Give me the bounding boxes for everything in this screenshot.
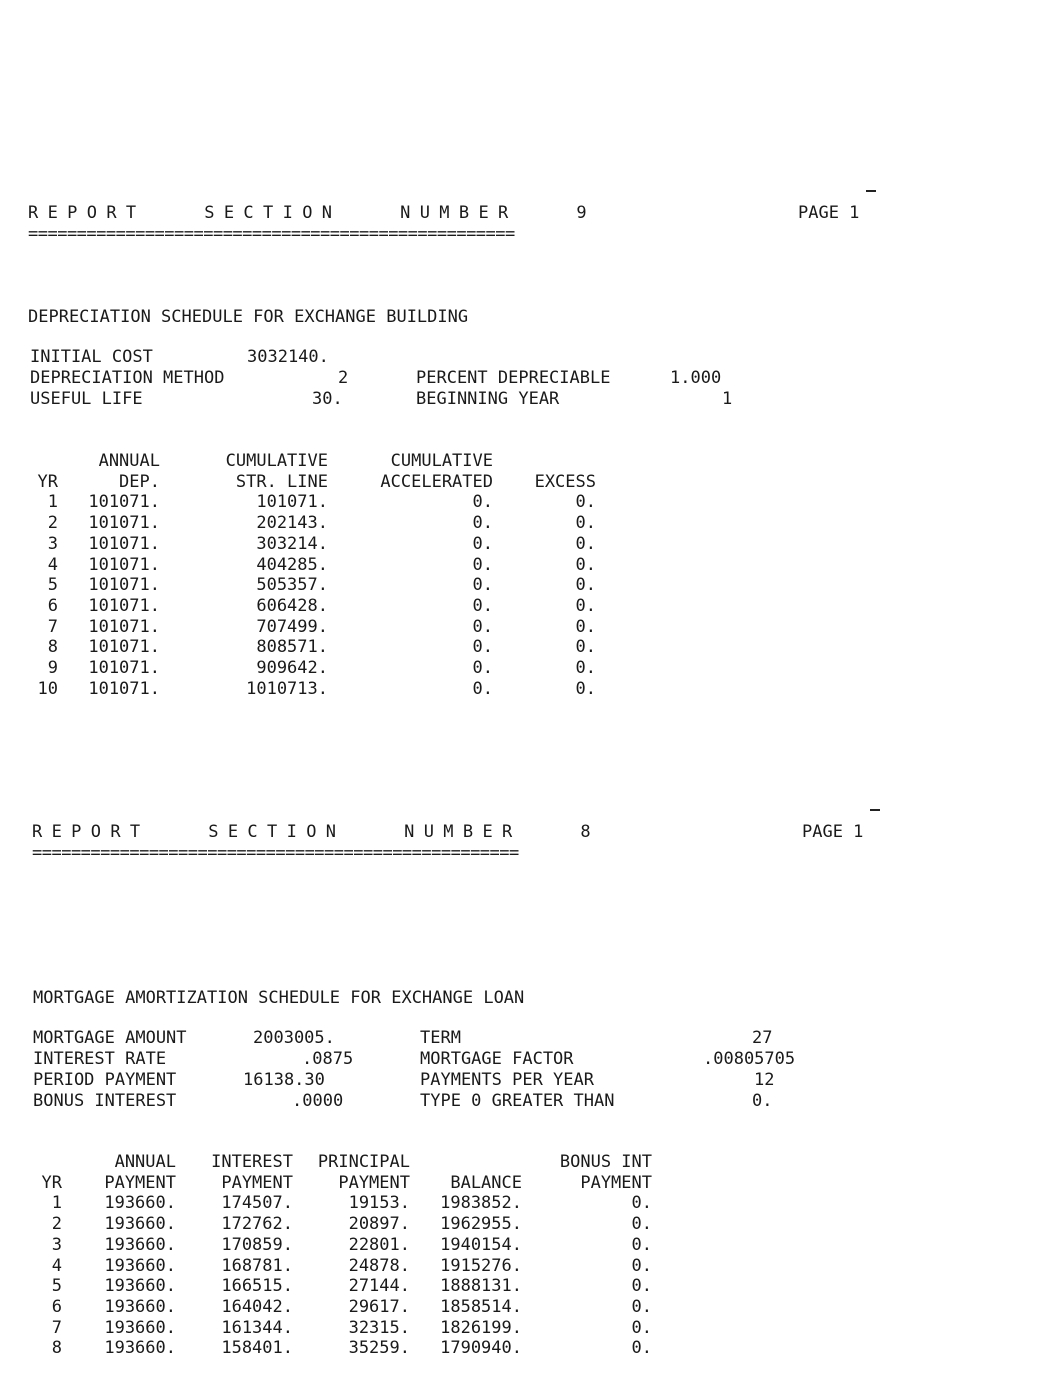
table-cell: 4 — [51, 1255, 62, 1276]
table-cell: 909642. — [256, 658, 328, 678]
section9-header-rule: ================================================== — [28, 224, 515, 244]
table-cell: 0. — [472, 637, 493, 658]
table-cell: 193660. — [104, 1214, 176, 1235]
table-cell: 0. — [631, 1276, 652, 1297]
beginning-year-label: BEGINNING YEAR — [416, 389, 560, 409]
table-cell: 0. — [575, 575, 596, 596]
depreciation-method-value: 2 — [338, 368, 349, 388]
table-cell: 193660. — [104, 1255, 176, 1276]
table-cell: 8 — [47, 637, 58, 658]
table-cell: 1010713. — [246, 678, 328, 699]
useful-life-value: 30. — [312, 389, 343, 409]
table-cell: 0. — [631, 1214, 652, 1235]
table-cell: 0. — [472, 678, 493, 699]
useful-life-label: USEFUL LIFE — [30, 389, 143, 409]
table-cell: 101071. — [88, 616, 160, 637]
table-cell: 170859. — [221, 1234, 293, 1255]
column-header: PAYMENT — [580, 1172, 652, 1193]
column-header-top: CUMULATIVE — [390, 451, 493, 471]
table-cell: 172762. — [221, 1214, 293, 1235]
table-cell: 101071. — [88, 595, 160, 616]
term-value: 27 — [752, 1028, 773, 1048]
column-header: PAYMENT — [338, 1172, 410, 1193]
payments-per-year-label: PAYMENTS PER YEAR — [420, 1070, 594, 1090]
table-cell: 193660. — [104, 1234, 176, 1255]
table-cell: 101071. — [88, 492, 160, 513]
table-cell: 19153. — [348, 1193, 410, 1214]
table-cell: 0. — [472, 595, 493, 616]
table-cell: 2 — [47, 513, 58, 534]
table-cell: 0. — [472, 575, 493, 596]
mortgage-amount-value: 2003005. — [253, 1028, 335, 1048]
section8-header-title: REPORT SECTION NUMBER 8 — [32, 822, 600, 842]
column-header: STR. LINE — [235, 471, 328, 492]
depreciation-method-label: DEPRECIATION METHOD — [30, 368, 225, 388]
table-cell: 174507. — [221, 1193, 293, 1214]
period-payment-value: 16138.30 — [243, 1070, 325, 1090]
term-label: TERM — [420, 1028, 461, 1048]
table-cell: 24878. — [348, 1255, 410, 1276]
period-payment-label: PERIOD PAYMENT — [33, 1070, 177, 1090]
column-header: ACCELERATED — [380, 471, 493, 492]
table-cell: 6 — [47, 595, 58, 616]
table-cell: 1888131. — [440, 1276, 522, 1297]
table-cell: 32315. — [348, 1317, 410, 1338]
table-cell: 0. — [472, 513, 493, 534]
column-header: DEP. — [119, 471, 160, 492]
table-cell: 1940154. — [440, 1234, 522, 1255]
type-greater-than-value: 0. — [752, 1091, 773, 1111]
table-cell: 0. — [575, 513, 596, 534]
table-cell: 101071. — [88, 554, 160, 575]
table-cell: 101071. — [88, 533, 160, 554]
table-cell: 0. — [575, 595, 596, 616]
column-header-top: CUMULATIVE — [225, 451, 328, 471]
table-cell: 166515. — [221, 1276, 293, 1297]
depreciation-schedule-title: DEPRECIATION SCHEDULE FOR EXCHANGE BUILDING — [28, 307, 469, 327]
table-cell: 1 — [47, 492, 58, 513]
table-cell: 0. — [472, 492, 493, 513]
table-cell: 158401. — [221, 1338, 293, 1359]
stray-mark — [870, 809, 880, 811]
column-header: YR — [41, 1172, 62, 1193]
table-cell: 0. — [631, 1317, 652, 1338]
table-cell: 101071. — [88, 637, 160, 658]
section8-page-number: PAGE 1 — [802, 822, 864, 842]
table-cell: 202143. — [256, 513, 328, 534]
table-cell: 101071. — [256, 492, 328, 513]
table-cell: 5 — [47, 575, 58, 596]
table-cell: 101071. — [88, 658, 160, 678]
table-cell: 6 — [51, 1296, 62, 1317]
column-header: EXCESS — [534, 471, 596, 492]
bonus-interest-label: BONUS INTEREST — [33, 1091, 177, 1111]
table-cell: 0. — [472, 554, 493, 575]
table-cell: 29617. — [348, 1296, 410, 1317]
table-cell: 808571. — [256, 637, 328, 658]
table-cell: 1915276. — [440, 1255, 522, 1276]
table-cell: 193660. — [104, 1317, 176, 1338]
mortgage-factor-value: .00805705 — [703, 1049, 796, 1069]
table-cell: 0. — [575, 492, 596, 513]
column-header: PAYMENT — [104, 1172, 176, 1193]
type-greater-than-label: TYPE 0 GREATER THAN — [420, 1091, 615, 1111]
interest-rate-value: .0875 — [302, 1049, 354, 1069]
column-header: PAYMENT — [221, 1172, 293, 1193]
table-cell: 4 — [47, 554, 58, 575]
table-cell: 164042. — [221, 1296, 293, 1317]
table-cell: 707499. — [256, 616, 328, 637]
table-cell: 0. — [472, 533, 493, 554]
table-cell: 0. — [472, 616, 493, 637]
table-cell: 3 — [47, 533, 58, 554]
column-header-top: ANNUAL — [98, 451, 160, 471]
column-header-top: PRINCIPAL — [317, 1152, 410, 1172]
initial-cost-value: 3032140. — [247, 347, 329, 367]
table-cell: 27144. — [348, 1276, 410, 1297]
table-cell: 193660. — [104, 1338, 176, 1359]
table-cell: 101071. — [88, 678, 160, 699]
table-cell: 0. — [575, 616, 596, 637]
section9-page-number: PAGE 1 — [798, 203, 860, 223]
table-cell: 2 — [51, 1214, 62, 1235]
table-cell: 0. — [575, 658, 596, 678]
table-cell: 193660. — [104, 1276, 176, 1297]
table-cell: 0. — [631, 1193, 652, 1214]
table-cell: 101071. — [88, 575, 160, 596]
table-cell: 404285. — [256, 554, 328, 575]
column-header-top: ANNUAL — [114, 1152, 176, 1172]
table-cell: 0. — [575, 637, 596, 658]
table-cell: 10 — [37, 678, 58, 699]
table-cell: 35259. — [348, 1338, 410, 1359]
table-cell: 1983852. — [440, 1193, 522, 1214]
table-cell: 1962955. — [440, 1214, 522, 1235]
table-cell: 505357. — [256, 575, 328, 596]
table-cell: 1 — [51, 1193, 62, 1214]
table-cell: 8 — [51, 1338, 62, 1359]
interest-rate-label: INTEREST RATE — [33, 1049, 167, 1069]
table-cell: 1790940. — [440, 1338, 522, 1359]
table-cell: 0. — [472, 658, 493, 678]
section9-header-title: REPORT SECTION NUMBER 9 — [28, 203, 596, 223]
table-cell: 5 — [51, 1276, 62, 1297]
table-cell: 0. — [631, 1255, 652, 1276]
table-cell: 0. — [631, 1234, 652, 1255]
percent-depreciable-value: 1.000 — [670, 368, 722, 388]
table-cell: 0. — [575, 554, 596, 575]
table-cell: 0. — [631, 1296, 652, 1317]
table-cell: 7 — [51, 1317, 62, 1338]
initial-cost-label: INITIAL COST — [30, 347, 153, 367]
table-cell: 20897. — [348, 1214, 410, 1235]
beginning-year-value: 1 — [722, 389, 733, 409]
table-cell: 9 — [47, 658, 58, 678]
table-cell: 101071. — [88, 513, 160, 534]
bonus-interest-value: .0000 — [292, 1091, 344, 1111]
mortgage-factor-label: MORTGAGE FACTOR — [420, 1049, 574, 1069]
table-cell: 3 — [51, 1234, 62, 1255]
payments-per-year-value: 12 — [754, 1070, 775, 1090]
percent-depreciable-label: PERCENT DEPRECIABLE — [416, 368, 611, 388]
table-cell: 0. — [575, 533, 596, 554]
column-header-top: INTEREST — [211, 1152, 293, 1172]
table-cell: 193660. — [104, 1296, 176, 1317]
table-cell: 303214. — [256, 533, 328, 554]
table-cell: 7 — [47, 616, 58, 637]
table-cell: 1858514. — [440, 1296, 522, 1317]
table-cell: 0. — [575, 678, 596, 699]
column-header: BALANCE — [450, 1172, 522, 1193]
table-cell: 1826199. — [440, 1317, 522, 1338]
section8-header-rule: ================================================== — [32, 843, 519, 863]
table-cell: 0. — [631, 1338, 652, 1359]
table-cell: 606428. — [256, 595, 328, 616]
table-cell: 161344. — [221, 1317, 293, 1338]
mortgage-schedule-title: MORTGAGE AMORTIZATION SCHEDULE FOR EXCHANGE LOAN — [33, 988, 525, 1008]
table-cell: 22801. — [348, 1234, 410, 1255]
stray-mark — [866, 190, 876, 192]
mortgage-amount-label: MORTGAGE AMOUNT — [33, 1028, 187, 1048]
column-header-top: BONUS INT — [559, 1152, 652, 1172]
table-cell: 168781. — [221, 1255, 293, 1276]
column-header: YR — [37, 471, 58, 492]
table-cell: 193660. — [104, 1193, 176, 1214]
